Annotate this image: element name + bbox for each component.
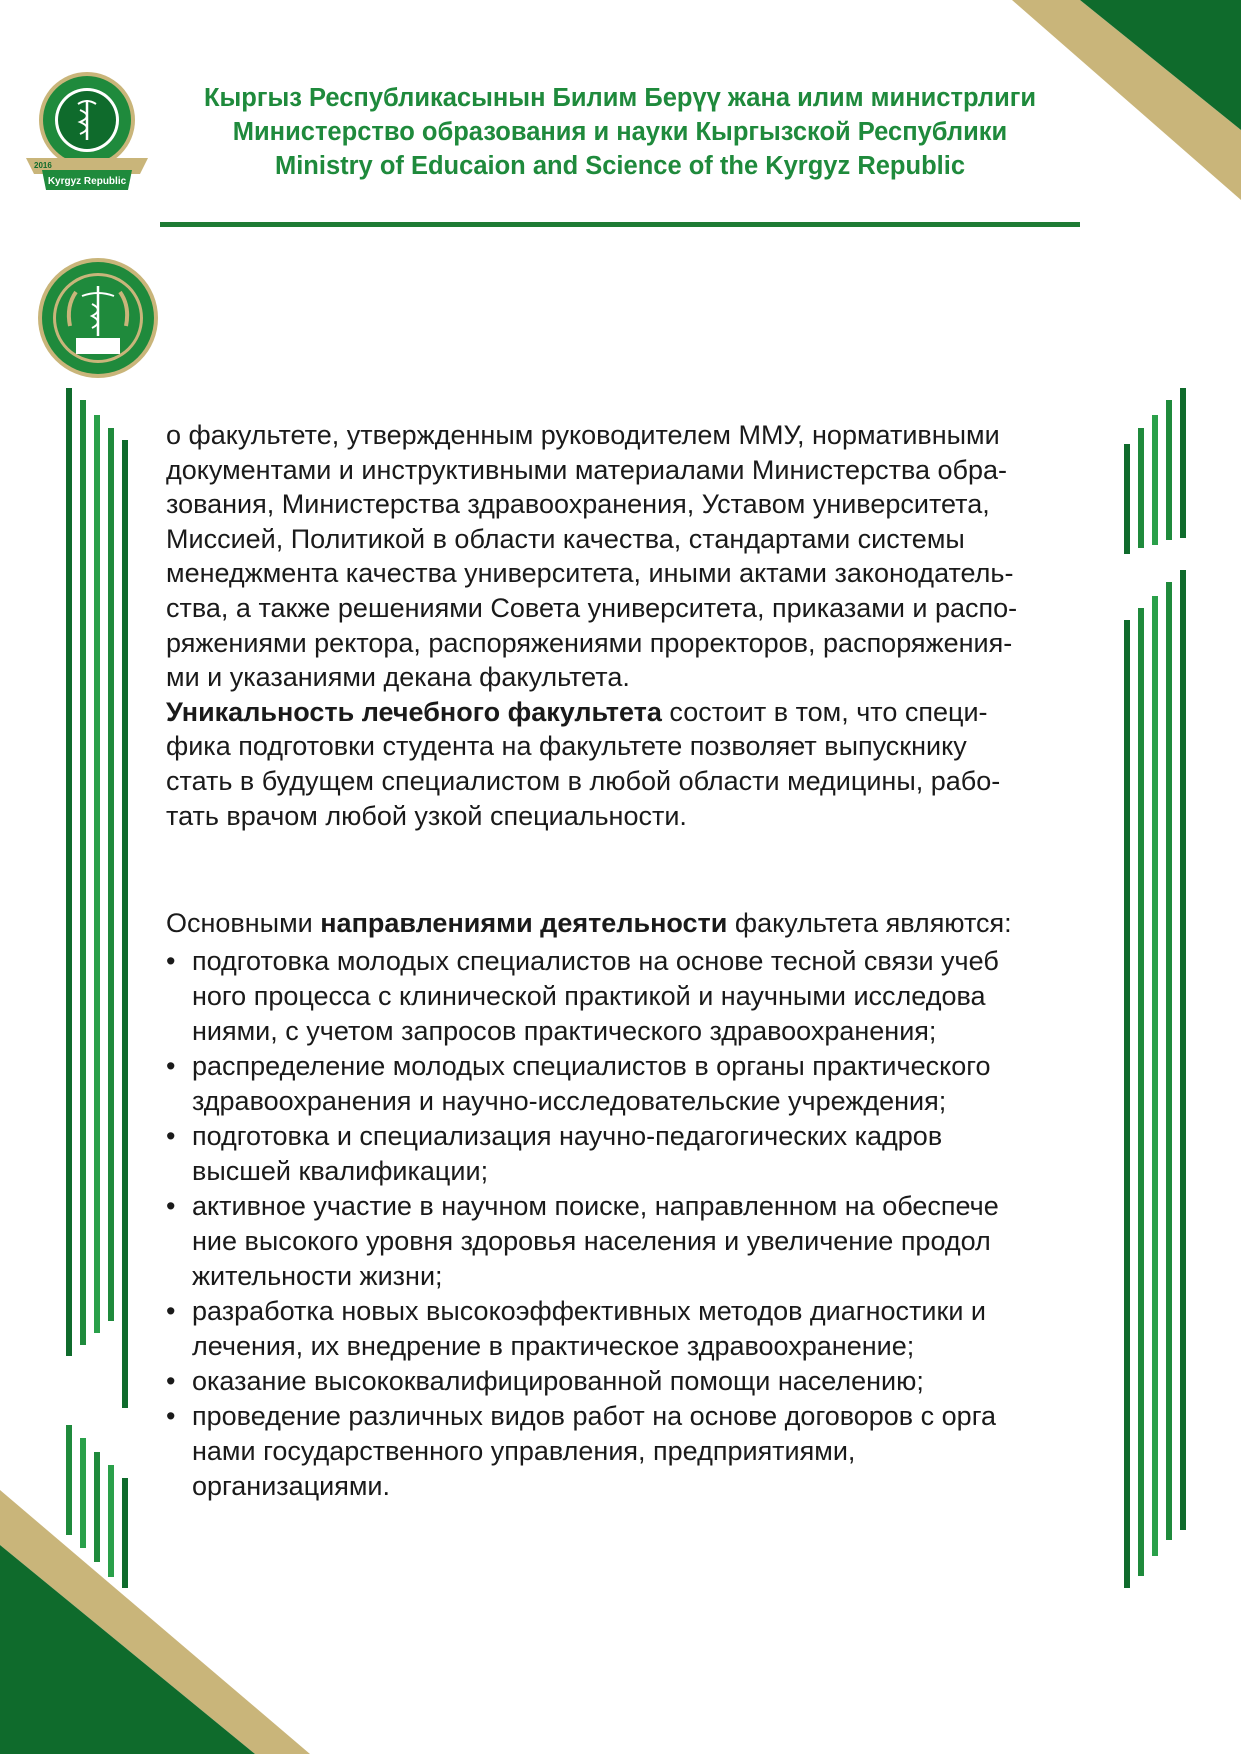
ministry-seal-logo bbox=[20, 70, 150, 195]
seal-country: Kyrgyz Republic bbox=[47, 176, 127, 187]
directions-post: факультета являются: bbox=[727, 908, 1012, 938]
seal-year: 2016 bbox=[34, 161, 52, 170]
paragraph-line: стать в будущем специалистом в любой области медицины, рабо- bbox=[166, 765, 1001, 796]
header-english: Ministry of Educaion and Science of the Kyrgyz Republic bbox=[274, 152, 966, 180]
right-stripes-lower bbox=[1124, 570, 1186, 1588]
paragraph-line: тать врачом любой узкой специальности. bbox=[166, 800, 687, 831]
directions-list bbox=[166, 944, 1086, 1504]
list-item bbox=[166, 1364, 1086, 1399]
list-item bbox=[166, 1399, 1086, 1504]
faculty-emblem-logo bbox=[36, 256, 160, 380]
list-item-line: оказание высококвалифицированной помощи населению; bbox=[192, 1366, 924, 1396]
paragraph-line: ми и указаниями декана факультета. bbox=[166, 662, 630, 693]
paragraph-line: Миссией, Политикой в области качества, стандартами системы bbox=[166, 523, 965, 554]
list-item-line: активное участие в научном поиске, направленном на обеспече bbox=[192, 1191, 999, 1221]
uniqueness-heading: Уникальность лечебного факультета bbox=[166, 696, 662, 727]
list-item-line: ние высокого уровня здоровья населения и увеличение продол bbox=[192, 1226, 991, 1256]
list-item-line: разработка новых высокоэффективных методов диагностики и bbox=[192, 1296, 986, 1326]
list-item bbox=[166, 1049, 1086, 1119]
list-item bbox=[166, 944, 1086, 1049]
list-item bbox=[166, 1294, 1086, 1364]
list-item-line: ного процесса с клинической практикой и научными исследова bbox=[192, 981, 986, 1011]
header-divider bbox=[160, 222, 1080, 227]
list-item bbox=[166, 1119, 1086, 1189]
right-stripes-upper bbox=[1124, 388, 1186, 554]
paragraph-line: ряжениями ректора, распоряжениями проректоров, распоряжения- bbox=[166, 627, 1013, 658]
paragraph-line: фика подготовки студента на факультете позволяет выпускнику bbox=[166, 731, 967, 762]
list-item-line: проведение различных видов работ на основе договоров с орга bbox=[192, 1401, 996, 1431]
left-stripes-upper bbox=[66, 388, 128, 1408]
bullet-icon: • bbox=[166, 1366, 176, 1396]
list-item-line: подготовка молодых специалистов на основе тесной связи учеб bbox=[192, 946, 999, 976]
bullet-icon: • bbox=[166, 1401, 176, 1431]
bullet-icon: • bbox=[166, 1051, 176, 1081]
bullet-icon: • bbox=[166, 1121, 176, 1151]
bullet-icon: • bbox=[166, 1296, 176, 1326]
paragraph-regulations bbox=[166, 418, 1086, 833]
header-russian: Министерство образования и науки Кыргызской Республики bbox=[232, 118, 1008, 146]
list-item-line: ниями, с учетом запросов практического здравоохранения; bbox=[192, 1016, 937, 1046]
list-item-line: лечения, их внедрение в практическое здравоохранение; bbox=[192, 1331, 915, 1361]
list-item bbox=[166, 1189, 1086, 1294]
paragraph-line: о факультете, утвержденным руководителем ММУ, нормативными bbox=[166, 420, 1000, 450]
paragraph-line: менеджмента качества университета, иными актами законодатель- bbox=[166, 558, 1014, 589]
list-item-line: подготовка и специализация научно-педагогических кадров bbox=[192, 1121, 943, 1151]
header-kyrgyz: Кыргыз Республикасынын Билим Берүү жана илим министрлиги bbox=[203, 84, 1037, 112]
list-item-line: распределение молодых специалистов в органы практического bbox=[192, 1051, 991, 1081]
bullet-icon: • bbox=[166, 1191, 176, 1221]
paragraph-line: зования, Министерства здравоохранения, Уставом университета, bbox=[166, 489, 990, 520]
list-item-line: высшей квалификации; bbox=[192, 1156, 489, 1186]
uniqueness-first-line bbox=[166, 695, 1086, 730]
paragraph-line: ства, а также решениями Совета университета, приказами и распо- bbox=[166, 592, 1018, 623]
list-item-line: организациями. bbox=[192, 1471, 391, 1501]
paragraph-line: документами и инструктивными материалами Министерства обра- bbox=[166, 454, 1008, 485]
list-item-line: жительности жизни; bbox=[192, 1261, 443, 1291]
list-item-line: нами государственного управления, предприятиями, bbox=[192, 1436, 856, 1466]
directions-heading bbox=[166, 908, 1012, 939]
directions-bold: направлениями деятельности bbox=[320, 908, 728, 938]
directions-pre: Основными bbox=[166, 908, 321, 938]
uniqueness-rest: состоит в том, что специ- bbox=[661, 696, 988, 727]
bullet-icon: • bbox=[166, 946, 176, 976]
list-item-line: здравоохранения и научно-исследовательские учреждения; bbox=[192, 1086, 947, 1116]
